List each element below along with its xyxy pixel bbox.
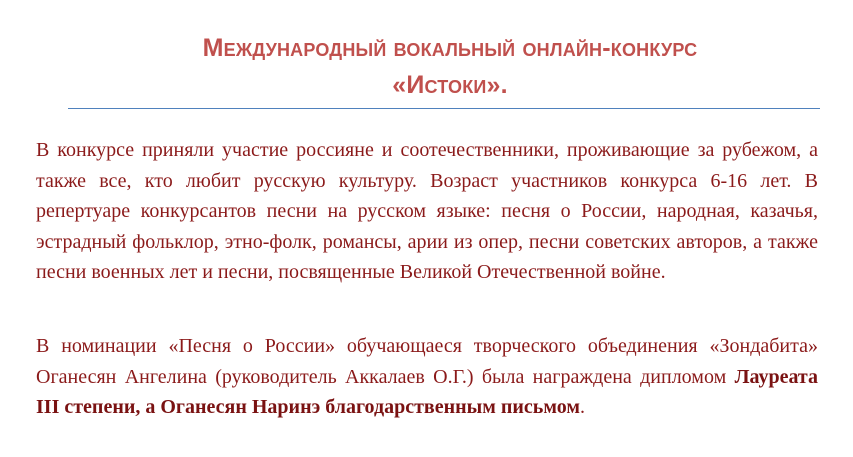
title-divider — [68, 108, 820, 109]
awards-highlight-text: Лауреата III степени, а Оганесян Наринэ благодарственным письмом — [36, 365, 818, 418]
paragraph-contest-description: В конкурсе приняли участие россияне и соотечественники, проживающие за рубежом, а также все, кто любит русскую культуру. Возраст участников конкурса 6-16 лет. В репертуаре конкурсантов песни на русском языке: песня о России, народная, казачья, эстрадный фольклор, этно-фолк, романсы, арии из опер, песни советских авторов, а также песни военных лет и песни, посвященные Великой Отечественной войне. — [36, 139, 818, 283]
awards-end-text: . — [579, 396, 585, 418]
page-subtitle: «Истоки». — [392, 71, 508, 99]
awards-intro-text: В номинации «Песня о России» обучающаеся творческого объединения «Зондабита» Оганесян Ангелина (руководитель Аккалаев О.Г.) была награждена дипломом — [36, 335, 818, 388]
page-title: Международный вокальный онлайн-конкурс — [202, 34, 698, 62]
paragraph-awards — [36, 331, 818, 423]
